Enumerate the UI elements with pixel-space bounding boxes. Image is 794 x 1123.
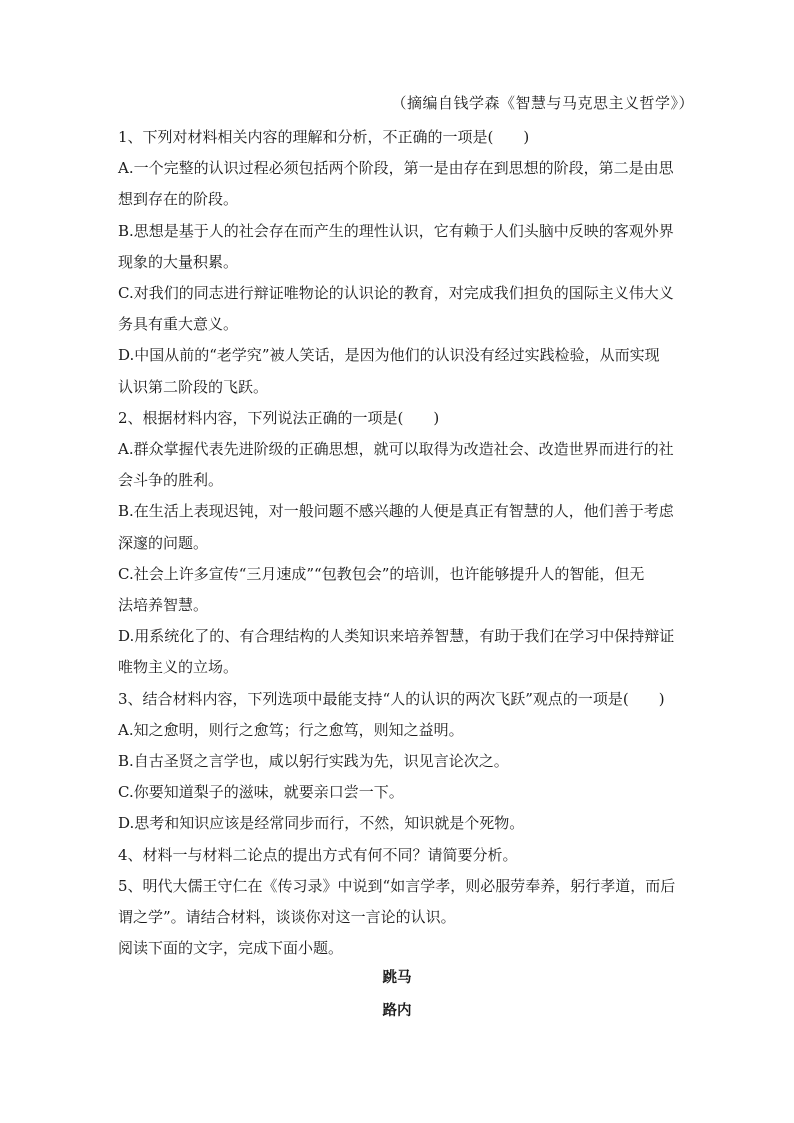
question-2-option-c-line2: 法培养智慧。 [118, 596, 209, 615]
question-2 [118, 403, 698, 684]
question-3 [118, 684, 698, 840]
question-1-option-a-line2: 想到存在的阶段。 [118, 190, 239, 209]
question-3-option-a: A.知之愈明，则行之愈笃；行之愈笃，则知之益明。 [118, 720, 464, 739]
story-title: 跳马 [382, 969, 412, 986]
question-2-option-d-line1: D.用系统化了的、有合理结构的人类知识来培养智慧，有助于我们在学习中保持辩证 [118, 627, 675, 646]
question-2-option-b-line1: B.在生活上表现迟钝，对一般问题不感兴趣的人便是真正有智慧的人，他们善于考虑 [118, 502, 674, 521]
question-1-option-a-line1: A.一个完整的认识过程必须包括两个阶段，第一是由存在到思想的阶段，第二是由思 [118, 159, 674, 178]
question-1 [118, 122, 698, 403]
reading-instruction: 阅读下面的文字，完成下面小题。 [118, 939, 344, 958]
question-1-option-b-line1: B.思想是基于人的社会存在而产生的理性认识，它有赖于人们头脑中反映的客观外界 [118, 221, 674, 240]
question-1-option-d-line1: D.中国从前的“老学究”被人笑话，是因为他们的认识没有经过实践检验，从而实现 [118, 346, 660, 365]
question-2-option-d-line2: 唯物主义的立场。 [118, 658, 239, 677]
question-2-stem: 2、根据材料内容，下列说法正确的一项是( ) [118, 408, 440, 427]
question-4 [118, 840, 698, 871]
question-3-option-d: D.思考和知识应该是经常同步而行，不然，知识就是个死物。 [118, 814, 525, 833]
question-2-option-a-line2: 会斗争的胜利。 [118, 471, 224, 490]
question-5-stem-line2: 谓之学”。请结合材料，谈谈你对这一言论的认识。 [118, 908, 456, 927]
question-4-stem: 4、材料一与材料二论点的提出方式有何不同？请简要分析。 [118, 845, 518, 864]
question-1-option-c-line2: 务具有重大意义。 [118, 315, 239, 334]
question-1-option-d-line2: 认识第二阶段的飞跃。 [118, 377, 269, 396]
question-1-option-b-line2: 现象的大量积累。 [118, 252, 239, 271]
question-2-option-c-line1: C.社会上许多宣传“三月速成”“包教包会”的培训，也许能够提升人的智能，但无 [118, 564, 645, 583]
source-citation: （摘编自钱学森《智慧与马克思主义哲学》） [391, 94, 694, 112]
question-5 [118, 871, 698, 933]
question-2-option-b-line2: 深邃的问题。 [118, 533, 209, 552]
question-3-option-b: B.自古圣贤之言学也，咸以躬行实践为先，识见言论次之。 [118, 752, 509, 771]
question-1-stem: 1、下列对材料相关内容的理解和分析，不正确的一项是( ) [118, 128, 530, 146]
story-author: 路内 [382, 1002, 412, 1019]
question-3-option-c: C.你要知道梨子的滋味，就要亲口尝一下。 [118, 783, 404, 802]
question-3-stem: 3、结合材料内容，下列选项中最能支持“人的认识的两次飞跃”观点的一项是( ) [118, 689, 665, 708]
question-list [118, 122, 698, 964]
question-5-stem-line1: 5、明代大儒王守仁在《传习录》中说到“如言学孝，则必服劳奉养，躬行孝道，而后 [118, 876, 676, 895]
question-2-option-a-line1: A.群众掌握代表先进阶级的正确思想，就可以取得为改造社会、改造世界而进行的社 [118, 440, 674, 459]
question-1-option-c-line1: C.对我们的同志进行辩证唯物论的认识论的教育，对完成我们担负的国际主义伟大义 [118, 284, 674, 303]
